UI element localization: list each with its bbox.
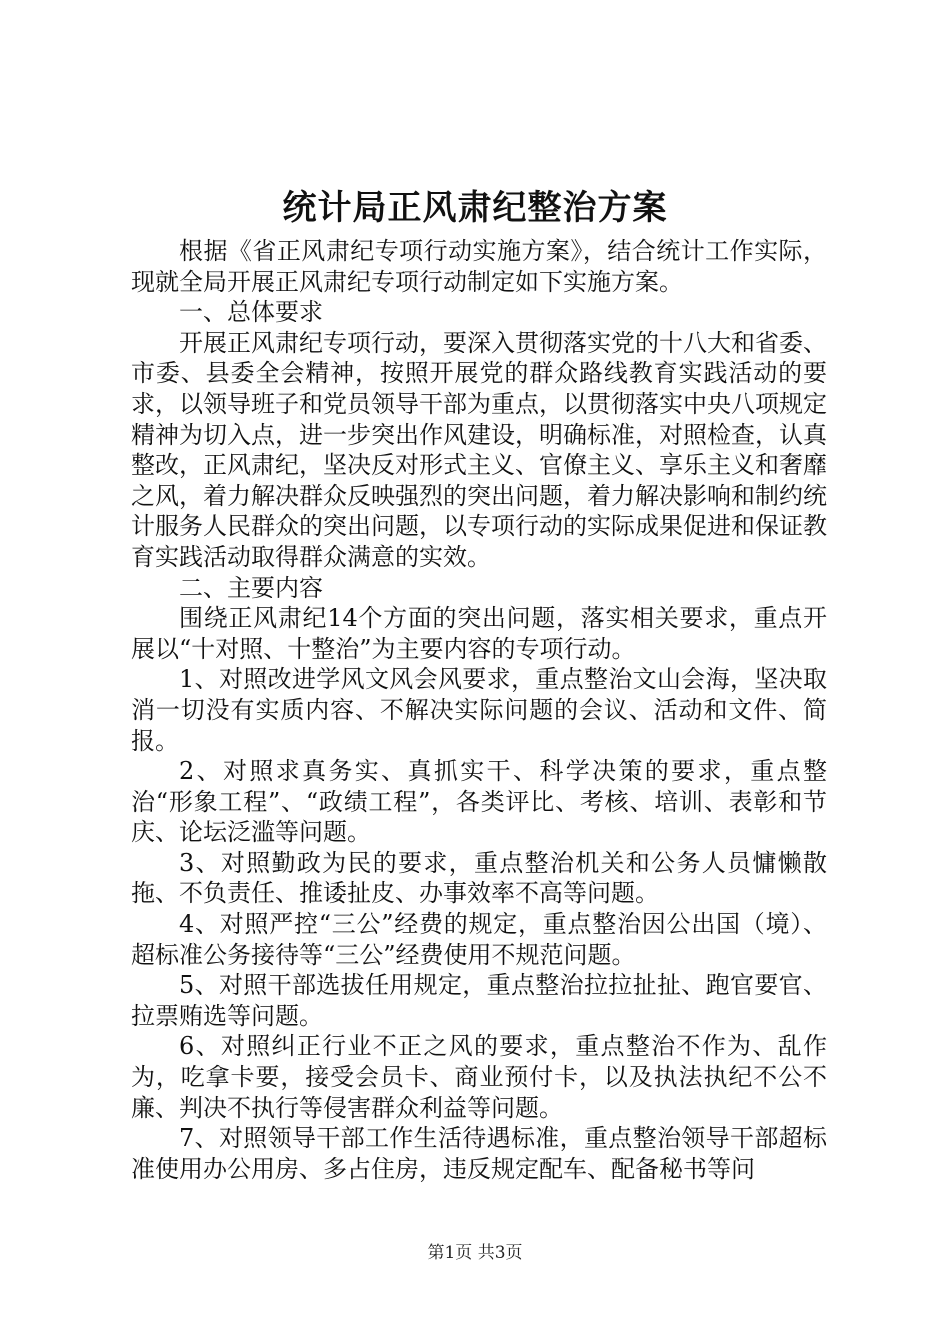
section-heading-overall-requirements: 一、总体要求 — [179, 298, 323, 327]
document-title: 统计局正风肃纪整治方案 — [282, 188, 668, 228]
list-item-5: 5、对照干部选拔任用规定，重点整治拉拉扯扯、跑官要官、拉票贿选等问题。 — [131, 971, 827, 1030]
document-body — [131, 236, 827, 1184]
paragraph-overall-requirements: 开展正风肃纪专项行动，要深入贯彻落实党的十八大和省委、市委、县委全会精神，按照开展党的群众路线教育实践活动的要求，以领导班子和党员领导干部为重点，以贯彻落实中央八项规定精神为切入点，进一步突出作风建设，明确标准，对照检查，认真整改，正风肃纪，坚决反对形式主义、官僚主义、享乐主义和奢靡之风，着力解决群众反映强烈的突出问题，着力解决影响和制约统计服务人民群众的突出问题，以专项行动的实际成果促进和保证教育实践活动取得群众满意的实效。 — [131, 328, 827, 571]
list-item-2: 2、对照求真务实、真抓实干、科学决策的要求，重点整治“形象工程”、“政绩工程”，各类评比、考核、培训、表彰和节庆、论坛泛滥等问题。 — [131, 757, 827, 847]
page-number-footer: 第1页 共3页 — [427, 1243, 523, 1263]
list-item-3: 3、对照勤政为民的要求，重点整治机关和公务人员慵懒散拖、不负责任、推诿扯皮、办事效率不高等问题。 — [131, 848, 827, 908]
section-heading-main-content: 二、主要内容 — [179, 573, 323, 602]
list-item-1: 1、对照改进学风文风会风要求，重点整治文山会海，坚决取消一切没有实质内容、不解决实际问题的会议、活动和文件、简报。 — [131, 665, 827, 755]
paragraph-main-content: 围绕正风肃纪14个方面的突出问题，落实相关要求，重点开展以“十对照、十整治”为主要内容的专项行动。 — [131, 604, 827, 663]
paragraph-intro: 根据《省正风肃纪专项行动实施方案》，结合统计工作实际，现就全局开展正风肃纪专项行动制定如下实施方案。 — [131, 237, 827, 296]
list-item-6: 6、对照纠正行业不正之风的要求，重点整治不作为、乱作为，吃拿卡要，接受会员卡、商业预付卡，以及执法执纪不公不廉、判决不执行等侵害群众利益等问题。 — [131, 1032, 827, 1122]
list-item-4: 4、对照严控“三公”经费的规定，重点整治因公出国（境）、超标准公务接待等“三公”经费使用不规范问题。 — [131, 910, 827, 969]
list-item-7: 7、对照领导干部工作生活待遇标准，重点整治领导干部超标准使用办公用房、多占住房，违反规定配车、配备秘书等问 — [131, 1124, 827, 1183]
